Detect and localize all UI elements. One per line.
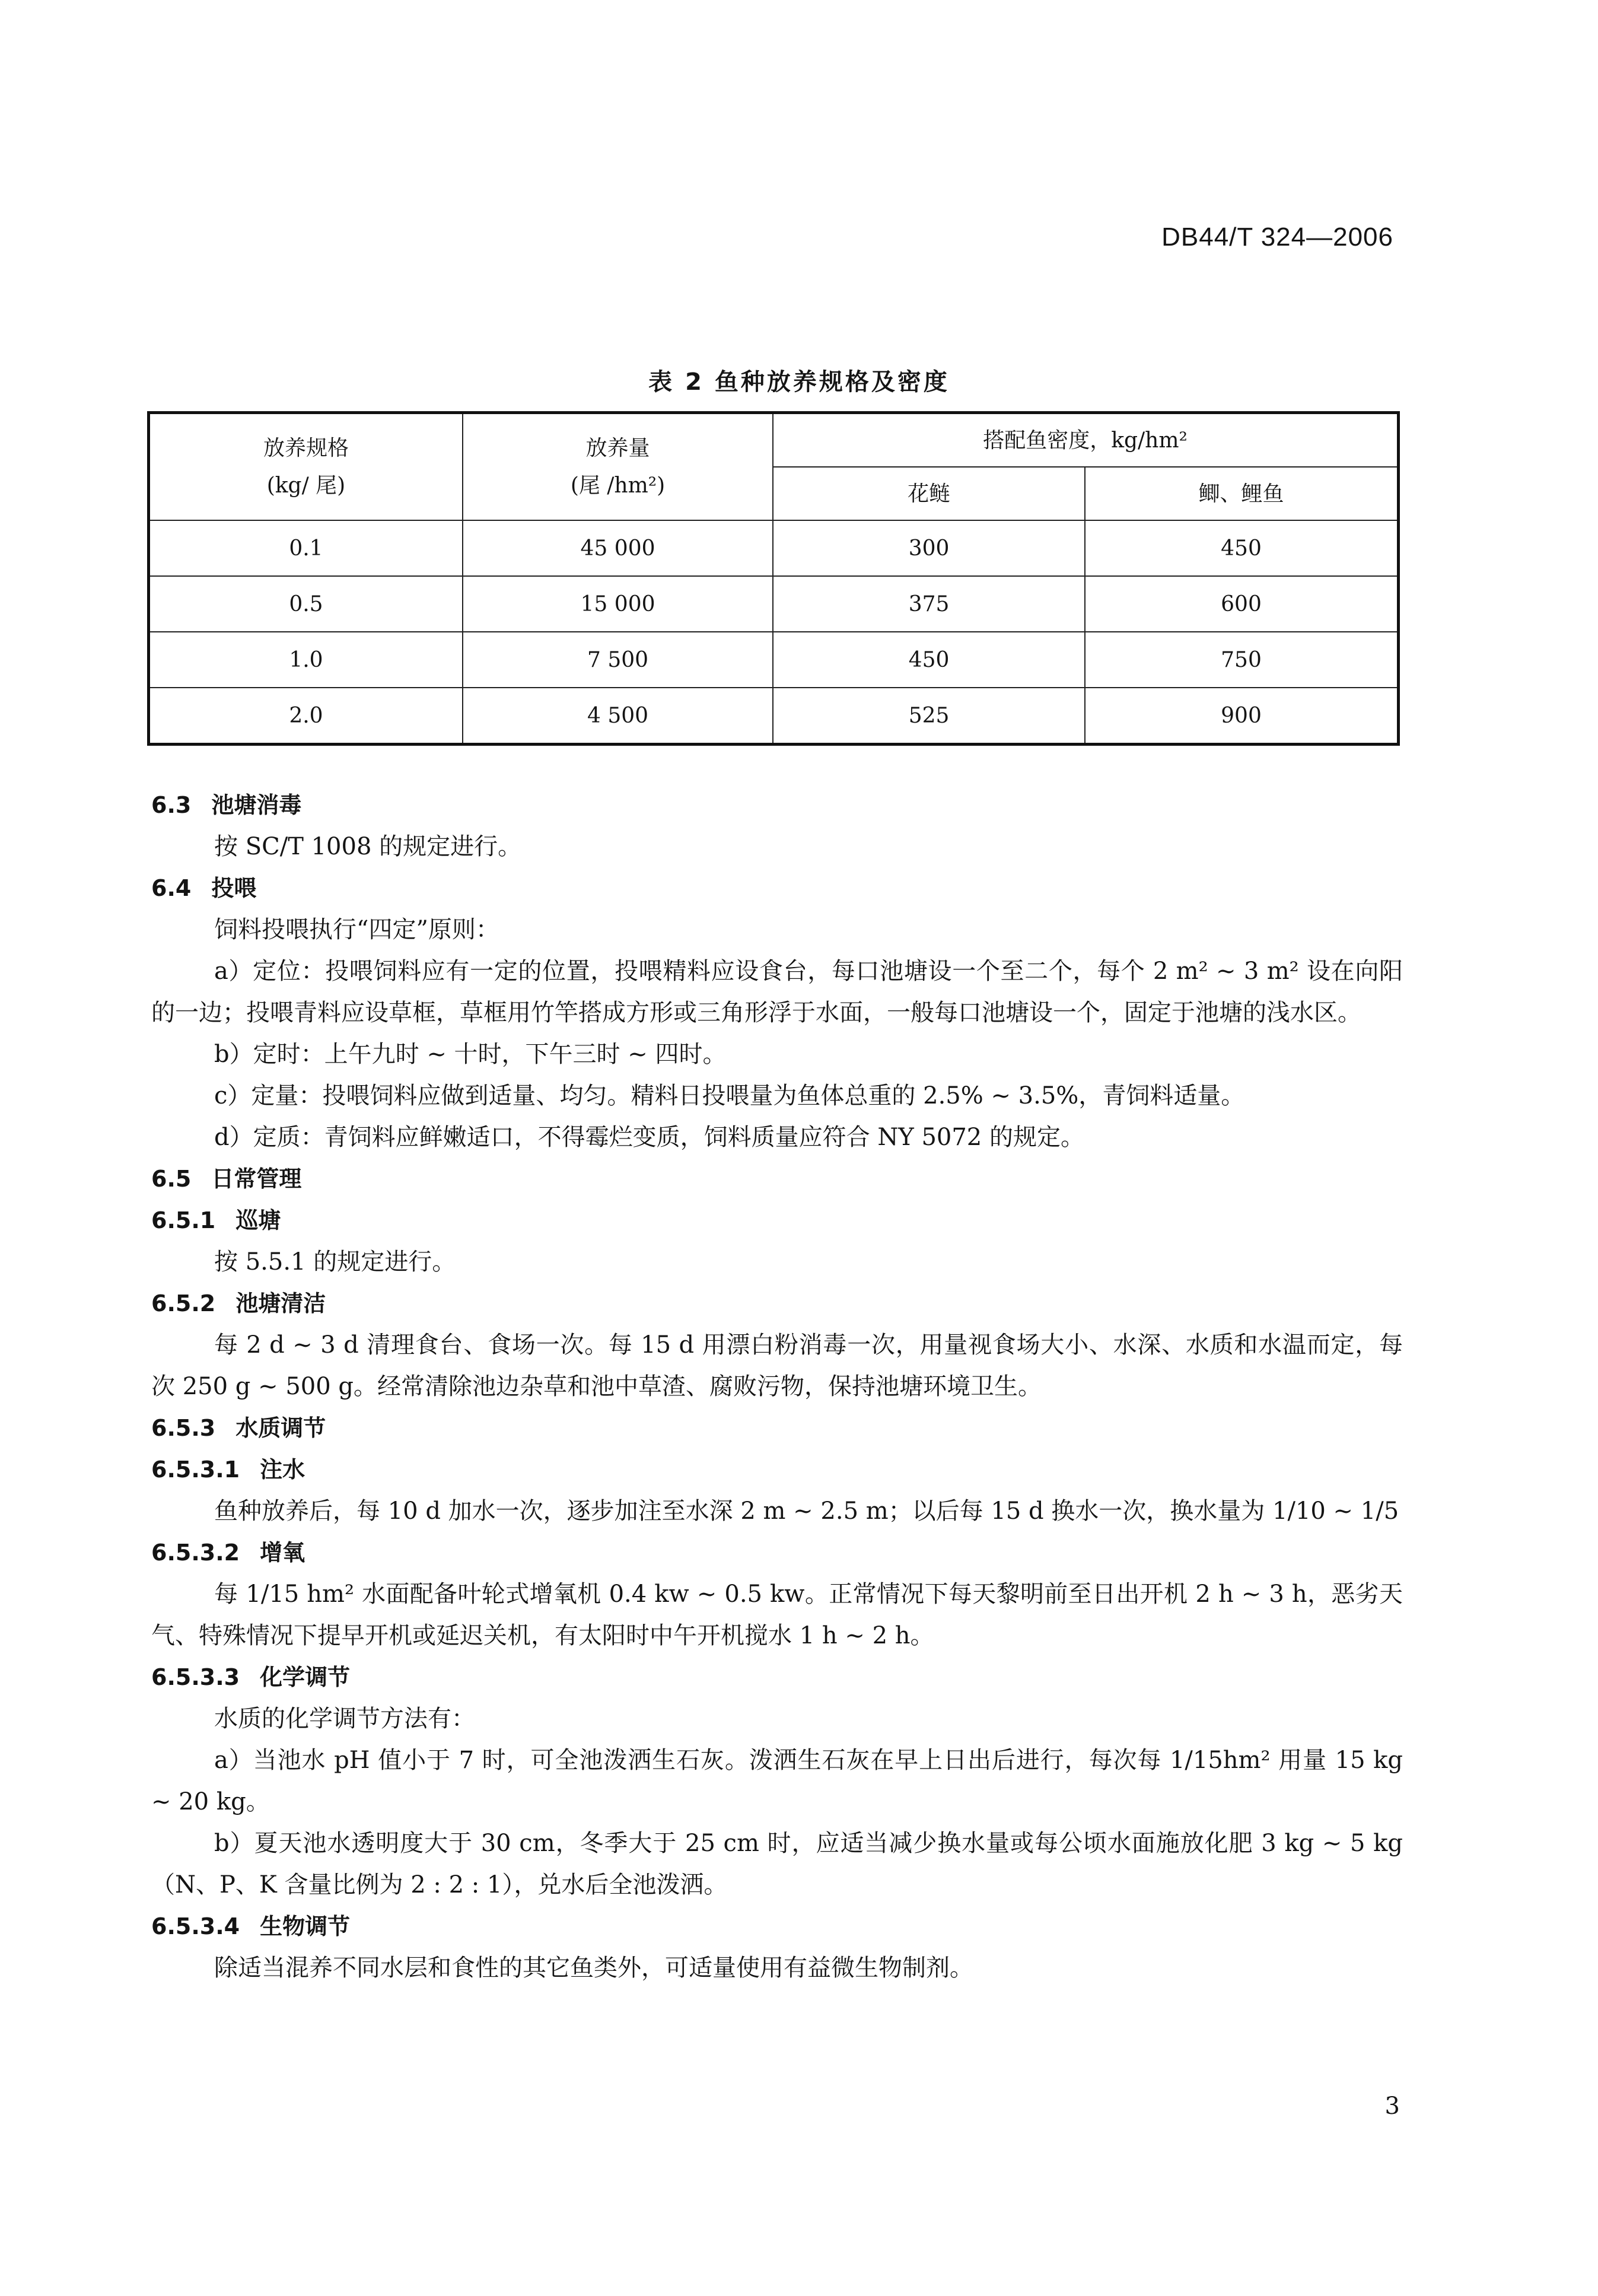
- paragraph: 除适当混养不同水层和食性的其它鱼类外，可适量使用有益微生物制剂。: [214, 1954, 973, 1982]
- header-stocking-amount: 放养量 (尾 /hm²): [463, 413, 773, 521]
- heading-6-5-3-3: 6.5.3.3 化学调节: [151, 1664, 351, 1690]
- standard-code: DB44/T 324—2006: [1161, 222, 1393, 252]
- heading-6-5: 6.5 日常管理: [151, 1166, 302, 1192]
- paragraph: 水质的化学调节方法有：: [214, 1705, 475, 1732]
- table-row: 1.0 7 500 450 750: [149, 632, 1399, 688]
- table-row: 0.5 15 000 375 600: [149, 576, 1399, 632]
- header-stocking-spec: 放养规格 (kg/ 尾): [149, 413, 463, 521]
- list-item: a）定位：投喂饲料应有一定的位置，投喂精料应设食台，每口池塘设一个至二个，每个 2 m² ~ 3 m² 设在向阳的一边；投喂青料应设草框，草框用竹竿搭成方形或三角形浮于水面，一般每口池塘设一个，固定于池塘的浅水区。: [151, 958, 1403, 1026]
- list-item: b）定时：上午九时 ~ 十时，下午三时 ~ 四时。: [214, 1041, 727, 1068]
- heading-6-5-2: 6.5.2 池塘清洁: [151, 1290, 326, 1316]
- header-companion-density: 搭配鱼密度，kg/hm²: [773, 413, 1398, 468]
- heading-6-5-3: 6.5.3 水质调节: [151, 1415, 326, 1441]
- heading-6-5-3-2: 6.5.3.2 增氧: [151, 1540, 305, 1566]
- list-item: c）定量：投喂饲料应做到适量、均匀。精料日投喂量为鱼体总重的 2.5% ~ 3.5%，青饲料适量。: [214, 1082, 1245, 1109]
- paragraph: 按 5.5.1 的规定进行。: [214, 1248, 456, 1276]
- heading-6-4: 6.4 投喂: [151, 875, 257, 901]
- page-number: 3: [1384, 2093, 1400, 2120]
- header-bighead-carp: 花鲢: [773, 467, 1085, 520]
- table-row: 0.1 45 000 300 450: [149, 520, 1399, 576]
- heading-6-3: 6.3 池塘消毒: [151, 792, 302, 818]
- heading-6-5-3-4: 6.5.3.4 生物调节: [151, 1913, 351, 1939]
- stocking-table: [147, 411, 1400, 746]
- list-item: b）夏天池水透明度大于 30 cm，冬季大于 25 cm 时，应适当减少换水量或每公顷水面施放化肥 3 kg ~ 5 kg（N、P、K 含量比例为 2 : 2 : 1），兑水后全池泼洒。: [151, 1830, 1403, 1899]
- table-row: 2.0 4 500 525 900: [149, 688, 1399, 745]
- paragraph: 鱼种放养后，每 10 d 加水一次，逐步加注至水深 2 m ~ 2.5 m；以后每 15 d 换水一次，换水量为 1/10 ~ 1/5: [214, 1497, 1399, 1525]
- paragraph: 每 1/15 hm² 水面配备叶轮式增氧机 0.4 kw ~ 0.5 kw。正常情况下每天黎明前至日出开机 2 h ~ 3 h，恶劣天气、特殊情况下提早开机或延迟关机，有太阳时中午开机搅水 1 h ~ 2 h。: [151, 1581, 1403, 1649]
- heading-6-5-3-1: 6.5.3.1 注水: [151, 1457, 305, 1483]
- body-content: [151, 784, 1403, 1989]
- paragraph: 饲料投喂执行“四定”原则：: [214, 916, 499, 943]
- paragraph: 按 SC/T 1008 的规定进行。: [214, 833, 522, 860]
- heading-6-5-1: 6.5.1 巡塘: [151, 1207, 281, 1233]
- list-item: d）定质：青饲料应鲜嫩适口，不得霉烂变质，饲料质量应符合 NY 5072 的规定。: [214, 1124, 1084, 1151]
- paragraph: 每 2 d ~ 3 d 清理食台、食场一次。每 15 d 用漂白粉消毒一次，用量视食场大小、水深、水质和水温而定，每次 250 g ~ 500 g。经常清除池边杂草和池中草渣、腐败污物，保持池塘环境卫生。: [151, 1331, 1403, 1400]
- header-crucian-common-carp: 鲫、鲤鱼: [1085, 467, 1398, 520]
- list-item: a）当池水 pH 值小于 7 时，可全池泼洒生石灰。泼洒生石灰在早上日出后进行，每次每 1/15hm² 用量 15 kg ~ 20 kg。: [151, 1747, 1403, 1815]
- table-title: 表 2 鱼种放养规格及密度: [648, 368, 950, 396]
